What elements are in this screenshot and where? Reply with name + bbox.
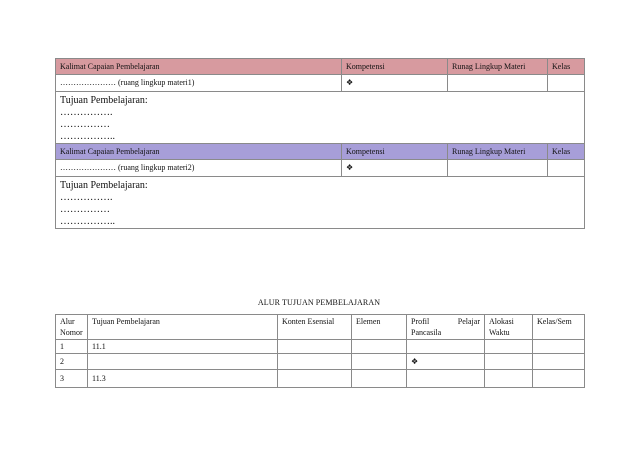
header-kompetensi: Kompetensi [342, 144, 448, 160]
tp-line: …………… [60, 204, 110, 215]
tujuan-pembelajaran-cell [56, 177, 585, 229]
row-number: 1 [56, 340, 88, 354]
empty-cell [352, 370, 407, 388]
pancasila-word: Pancasila [411, 328, 442, 337]
tujuan-row-1 [56, 92, 585, 144]
cp-header-row-2 [56, 144, 585, 160]
row-number: 2 [56, 354, 88, 370]
header-alokasi: Alokasi Waktu [485, 315, 533, 340]
row-tujuan: 11.3 [88, 370, 278, 388]
materi-row-1 [56, 75, 585, 92]
tp-line: ……………. [60, 192, 113, 203]
empty-cell [448, 160, 548, 177]
header-runag: Runag Lingkup Materi [448, 144, 548, 160]
header-kelas: Kelas [548, 144, 585, 160]
empty-cell [485, 340, 533, 354]
header-kompetensi: Kompetensi [342, 59, 448, 75]
empty-cell [448, 75, 548, 92]
empty-cell [407, 340, 485, 354]
empty-cell [533, 370, 585, 388]
atp-title: ALUR TUJUAN PEMBELAJARAN [257, 298, 381, 307]
diamond-bullet-icon: ❖ [342, 160, 448, 177]
materi-cell: ………………… (ruang lingkup materi2) [56, 160, 342, 177]
header-kalimat: Kalimat Capaian Pembelajaran [56, 144, 342, 160]
empty-cell [533, 354, 585, 370]
empty-cell [485, 370, 533, 388]
cp-header-row-1 [56, 59, 585, 75]
table-row [56, 370, 585, 388]
empty-cell [278, 370, 352, 388]
pelajar-word: Pelajar [457, 317, 480, 326]
empty-cell [278, 340, 352, 354]
empty-cell [352, 340, 407, 354]
empty-cell [548, 160, 585, 177]
table-row [56, 340, 585, 354]
tp-title: Tujuan Pembelajaran: [60, 180, 148, 191]
header-konten: Konten Esensial [278, 315, 352, 340]
atp-header-row [56, 315, 585, 340]
capaian-pembelajaran-table [55, 58, 585, 229]
empty-cell [278, 354, 352, 370]
tp-line: …………….. [60, 131, 115, 142]
diamond-bullet-icon: ❖ [407, 354, 485, 370]
empty-cell [407, 370, 485, 388]
header-kelas-sem: Kelas/Sem [533, 315, 585, 340]
header-tujuan: Tujuan Pembelajaran [88, 315, 278, 340]
profil-word: Profil [411, 317, 430, 326]
tp-title: Tujuan Pembelajaran: [60, 95, 148, 106]
header-runag: Runag Lingkup Materi [448, 59, 548, 75]
tp-line: ……………. [60, 107, 113, 118]
tp-line: …………….. [60, 216, 115, 227]
row-tujuan: 11.1 [88, 340, 278, 354]
alur-tujuan-table [55, 314, 585, 388]
row-number: 3 [56, 370, 88, 388]
tp-line: …………… [60, 119, 110, 130]
header-kelas: Kelas [548, 59, 585, 75]
empty-cell [352, 354, 407, 370]
diamond-bullet-icon: ❖ [342, 75, 448, 92]
header-alur-nomor: Alur Nomor [56, 315, 88, 340]
header-kalimat: Kalimat Capaian Pembelajaran [56, 59, 342, 75]
tujuan-row-2 [56, 177, 585, 229]
row-tujuan [88, 354, 278, 370]
empty-cell [533, 340, 585, 354]
empty-cell [548, 75, 585, 92]
tujuan-pembelajaran-cell [56, 92, 585, 144]
empty-cell [485, 354, 533, 370]
header-profil [407, 315, 485, 340]
profil-line [411, 316, 480, 327]
table-row [56, 354, 585, 370]
materi-row-2 [56, 160, 585, 177]
header-elemen: Elemen [352, 315, 407, 340]
materi-cell: ………………… (ruang lingkup materi1) [56, 75, 342, 92]
